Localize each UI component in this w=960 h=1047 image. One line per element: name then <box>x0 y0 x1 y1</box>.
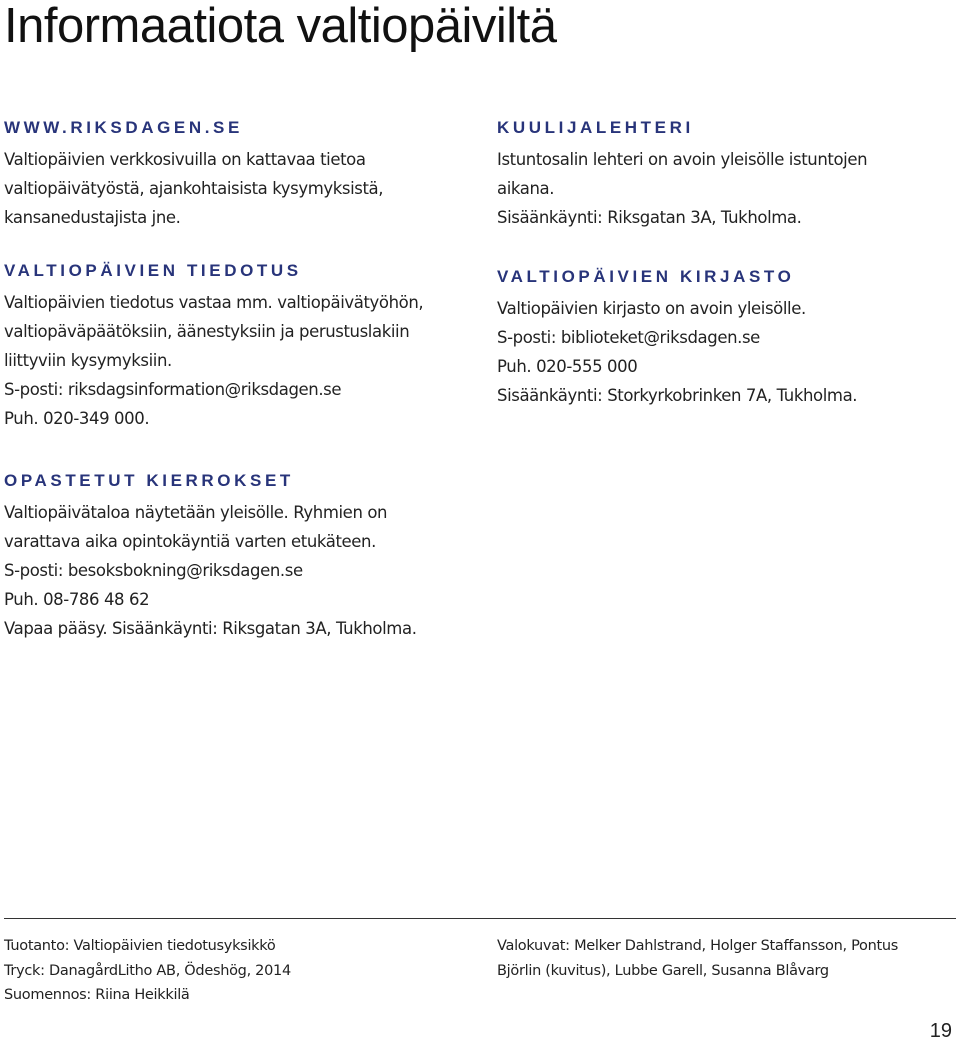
email-line: S-posti: biblioteket@riksdagen.se <box>497 328 760 347</box>
section-library <box>497 266 857 410</box>
section-website <box>4 117 383 232</box>
page-number: 19 <box>929 1020 952 1042</box>
email-line: S-posti: riksdagsinformation@riksdagen.se <box>4 380 342 399</box>
body-line: Valtiopäivien kirjasto on avoin yleisölle. <box>497 299 806 318</box>
credit-line: Valokuvat: Melker Dahlstrand, Holger Staffansson, Pontus <box>497 938 899 954</box>
body-line: Valtiopäivien tiedotus vastaa mm. valtiopäivätyöhön, <box>4 293 424 312</box>
body-line: liittyviin kysymyksiin. <box>4 351 172 370</box>
page-title: Informaatiota valtiopäiviltä <box>4 0 557 53</box>
section-heading-website: WWW.RIKSDAGEN.SE <box>4 118 243 137</box>
body-line: valtiopäivätyöstä, ajankohtaisista kysymyksistä, <box>4 179 384 198</box>
body-line: Vapaa pääsy. Sisäänkäynti: Riksgatan 3A, Tukholma. <box>4 619 417 638</box>
section-tours <box>4 470 417 643</box>
body-line: valtiopäväpäätöksiin, äänestyksiin ja perustuslakiin <box>4 322 410 341</box>
section-heading-library: VALTIOPÄIVIEN KIRJASTO <box>497 267 795 286</box>
body-line: varattava aika opintokäyntiä varten etukäteen. <box>4 532 376 551</box>
section-heading-info: VALTIOPÄIVIEN TIEDOTUS <box>4 261 302 280</box>
body-line: Sisäänkäynti: Storkyrkobrinken 7A, Tukholma. <box>497 386 858 405</box>
section-gallery <box>497 117 867 232</box>
credits-right <box>497 934 898 983</box>
body-line: Sisäänkäynti: Riksgatan 3A, Tukholma. <box>497 208 802 227</box>
phone-line: Puh. 08-786 48 62 <box>4 590 150 609</box>
body-line: Valtiopäivätaloa näytetään yleisölle. Ryhmien on <box>4 503 388 522</box>
body-line: Istuntosalin lehteri on avoin yleisölle istuntojen <box>497 150 868 169</box>
section-heading-gallery: KUULIJALEHTERI <box>497 118 694 137</box>
credit-line: Björlin (kuvitus), Lubbe Garell, Susanna Blåvarg <box>497 962 829 979</box>
body-line: kansanedustajista jne. <box>4 208 181 227</box>
section-heading-tours: OPASTETUT KIERROKSET <box>4 471 294 490</box>
section-info <box>4 260 423 433</box>
credit-line: Tuotanto: Valtiopäivien tiedotusyksikkö <box>4 938 276 954</box>
phone-line: Puh. 020-555 000 <box>497 357 638 376</box>
email-line: S-posti: besoksbokning@riksdagen.se <box>4 561 303 580</box>
phone-line: Puh. 020-349 000. <box>4 409 150 428</box>
credit-line: Suomennos: Riina Heikkilä <box>4 987 190 1003</box>
credits-left <box>4 934 291 1008</box>
body-line: Valtiopäivien verkkosivuilla on kattavaa tietoa <box>4 150 366 169</box>
footer-divider <box>4 918 956 919</box>
credit-line: Tryck: DanagårdLitho AB, Ödeshög, 2014 <box>4 962 291 979</box>
body-line: aikana. <box>497 179 555 198</box>
